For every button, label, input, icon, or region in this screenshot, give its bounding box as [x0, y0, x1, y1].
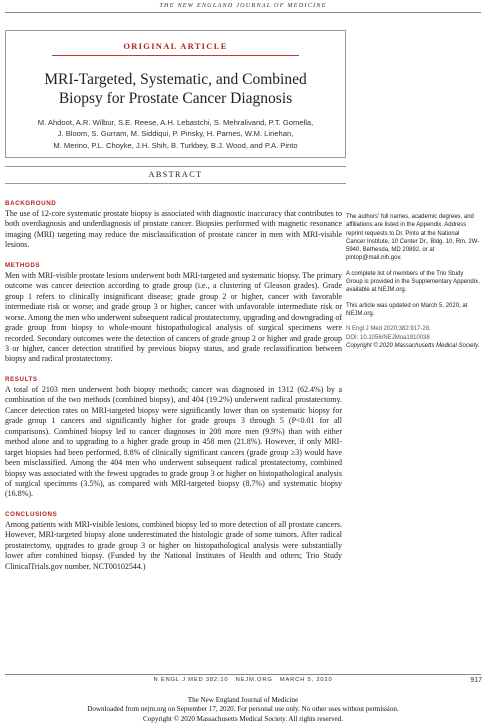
article-type-label: ORIGINAL ARTICLE — [123, 41, 228, 51]
results-text: A total of 2103 men underwent both biopsy methods; cancer was diagnosed in 1312 (62.4%) by a combination of the two methods (combined biopsy), and 404 (19.2%) underwent radical prostatectomy. Cancer detection rates on MRI-targeted biopsy were significantly lower than on systematic biopsy for grade group 1 cancers and significantly higher for grade groups 3 through 5 (P<0.01 for all comparisons). Combined biopsy led to cancer diagnoses in 208 more men (9.9%) than with either method alone and to upgrading to a higher grade group in 458 men (21.8%). However, if only MRI-target biopsies had been performed, 8.8% of clinically significant cancers (grade group ≥3) would have been misclassified. Among the 404 men who underwent subsequent radical prostatectomy, combined biopsy was associated with the fewest upgrades to grade group 3 or higher on histopathological analysis of surgical specimens (3.5%), as compared with MRI-targeted biopsy (8.7%) and systematic biopsy (16.8%). — [5, 384, 342, 499]
update-note: This article was updated on March 5, 2020, at NEJM.org. — [346, 302, 468, 317]
copyright-line: Copyright © 2020 Massachusetts Medical Society. All rights reserved. — [143, 714, 343, 723]
footer-rule — [5, 674, 481, 675]
methods-heading: METHODS — [5, 261, 41, 269]
download-notice — [0, 696, 486, 724]
abstract-rule-bottom — [5, 183, 346, 184]
article-title — [5, 70, 346, 108]
abstract-body — [5, 200, 342, 583]
abstract-rule-top — [5, 166, 346, 167]
author-line-2: J. Bloom, S. Gurram, M. Siddiqui, P. Pinsky, H. Parnes, W.M. Linehan, — [57, 129, 294, 139]
author-list — [10, 117, 341, 151]
results-heading: RESULTS — [5, 375, 38, 383]
background-heading: BACKGROUND — [5, 200, 57, 207]
journal-header: THE NEW ENGLAND JOURNAL OF MEDICINE — [159, 2, 327, 9]
author-line-1: M. Ahdoot, A.R. Wilbur, S.E. Reese, A.H. Lebastchi, S. Mehralivand, P.T. Gomella, — [37, 118, 314, 127]
methods-text: Men with MRI-visible prostate lesions underwent both MRI-targeted and systematic biopsy. The primary outcome was cancer detection according to grade group (i.e., a clustering of Gleason grades). Grade group 1 refers to clinically insignificant disease; grade group 2 or higher, cancer with favorable intermediate risk or worse; and grade group 3 or higher, cancer with unfavorable intermediate risk or worse. Among the men who underwent subsequent radical prostatectomy, upgrading and downgrading of grade group from biopsy to whole-mount histopathological analysis of surgical specimens were recorded. Secondary outcomes were the detection of cancers of grade group 2 or higher and grade group 3 or higher, cancer detection stratified by previous biopsy status, and grade reclassification between biopsy and radical prostatectomy. — [5, 270, 342, 364]
title-line-2: Biopsy for Prostate Cancer Diagnosis — [58, 90, 293, 107]
title-line-1: MRI-Targeted, Systematic, and Combined — [44, 71, 307, 88]
affiliations-note: The authors' full names, academic degrees, and affiliations are listed in the Appendix. Address reprint requests to Dr. Pinto at the National Cancer Institute, 10 Center Dr., Bldg. 10, Rm. 2W-5940, Bethesda, MD 20892, or at pintop@mail.nih.gov. — [346, 214, 480, 262]
trio-group-note: A complete list of members of the Trio Study Group is provided in the Supplementary Appendix, available at NEJM.org. — [346, 270, 480, 294]
conclusions-text: Among patients with MRI-visible lesions, combined biopsy led to more detection of all prostate cancers. However, MRI-targeted biopsy alone underestimated the histologic grade of some tumors. After radical prostatectomy, upgrades to grade group 3 or higher on histopathological analysis were substantially lower after combined biopsy. (Funded by the National Institutes of Health and others; Trio Study ClinicalTrials.gov number, NCT00102544.) — [5, 519, 342, 571]
header-rule — [5, 12, 481, 13]
download-line: Downloaded from nejm.org on September 17, 2020. For personal use only. No other uses without permission. — [87, 705, 399, 714]
article-sidebar — [346, 213, 480, 350]
abstract-heading: ABSTRACT — [148, 170, 203, 179]
citation-line: N Engl J Med 2020;382:917-28. — [346, 326, 431, 333]
author-line-3: M. Merino, P.L. Choyke, J.H. Shih, B. Turkbey, B.J. Wood, and P.A. Pinto — [53, 140, 298, 150]
doi-line: DOI: 10.1056/NEJMoa1910038 — [346, 334, 430, 341]
background-text: The use of 12-core systematic prostate biopsy is associated with diagnostic inaccuracy that contributes to both overdiagnosis and underdiagnosis of prostate cancer. Biopsies performed with magnetic resonance imaging (MRI) targeting may reduce the misclassification of prostate cancer in men with MRI-visible lesions. — [5, 209, 342, 250]
page-number: 917 — [470, 677, 482, 684]
conclusions-heading: CONCLUSIONS — [5, 510, 58, 518]
footer-citation: N ENGL J MED 382;10 NEJM.ORG MARCH 5, 2020 — [153, 677, 333, 683]
journal-name-line: The New England Journal of Medicine — [187, 696, 299, 704]
sidebar-copyright: Copyright © 2020 Massachusetts Medical Society. — [346, 342, 480, 349]
article-type-rule — [52, 55, 299, 56]
